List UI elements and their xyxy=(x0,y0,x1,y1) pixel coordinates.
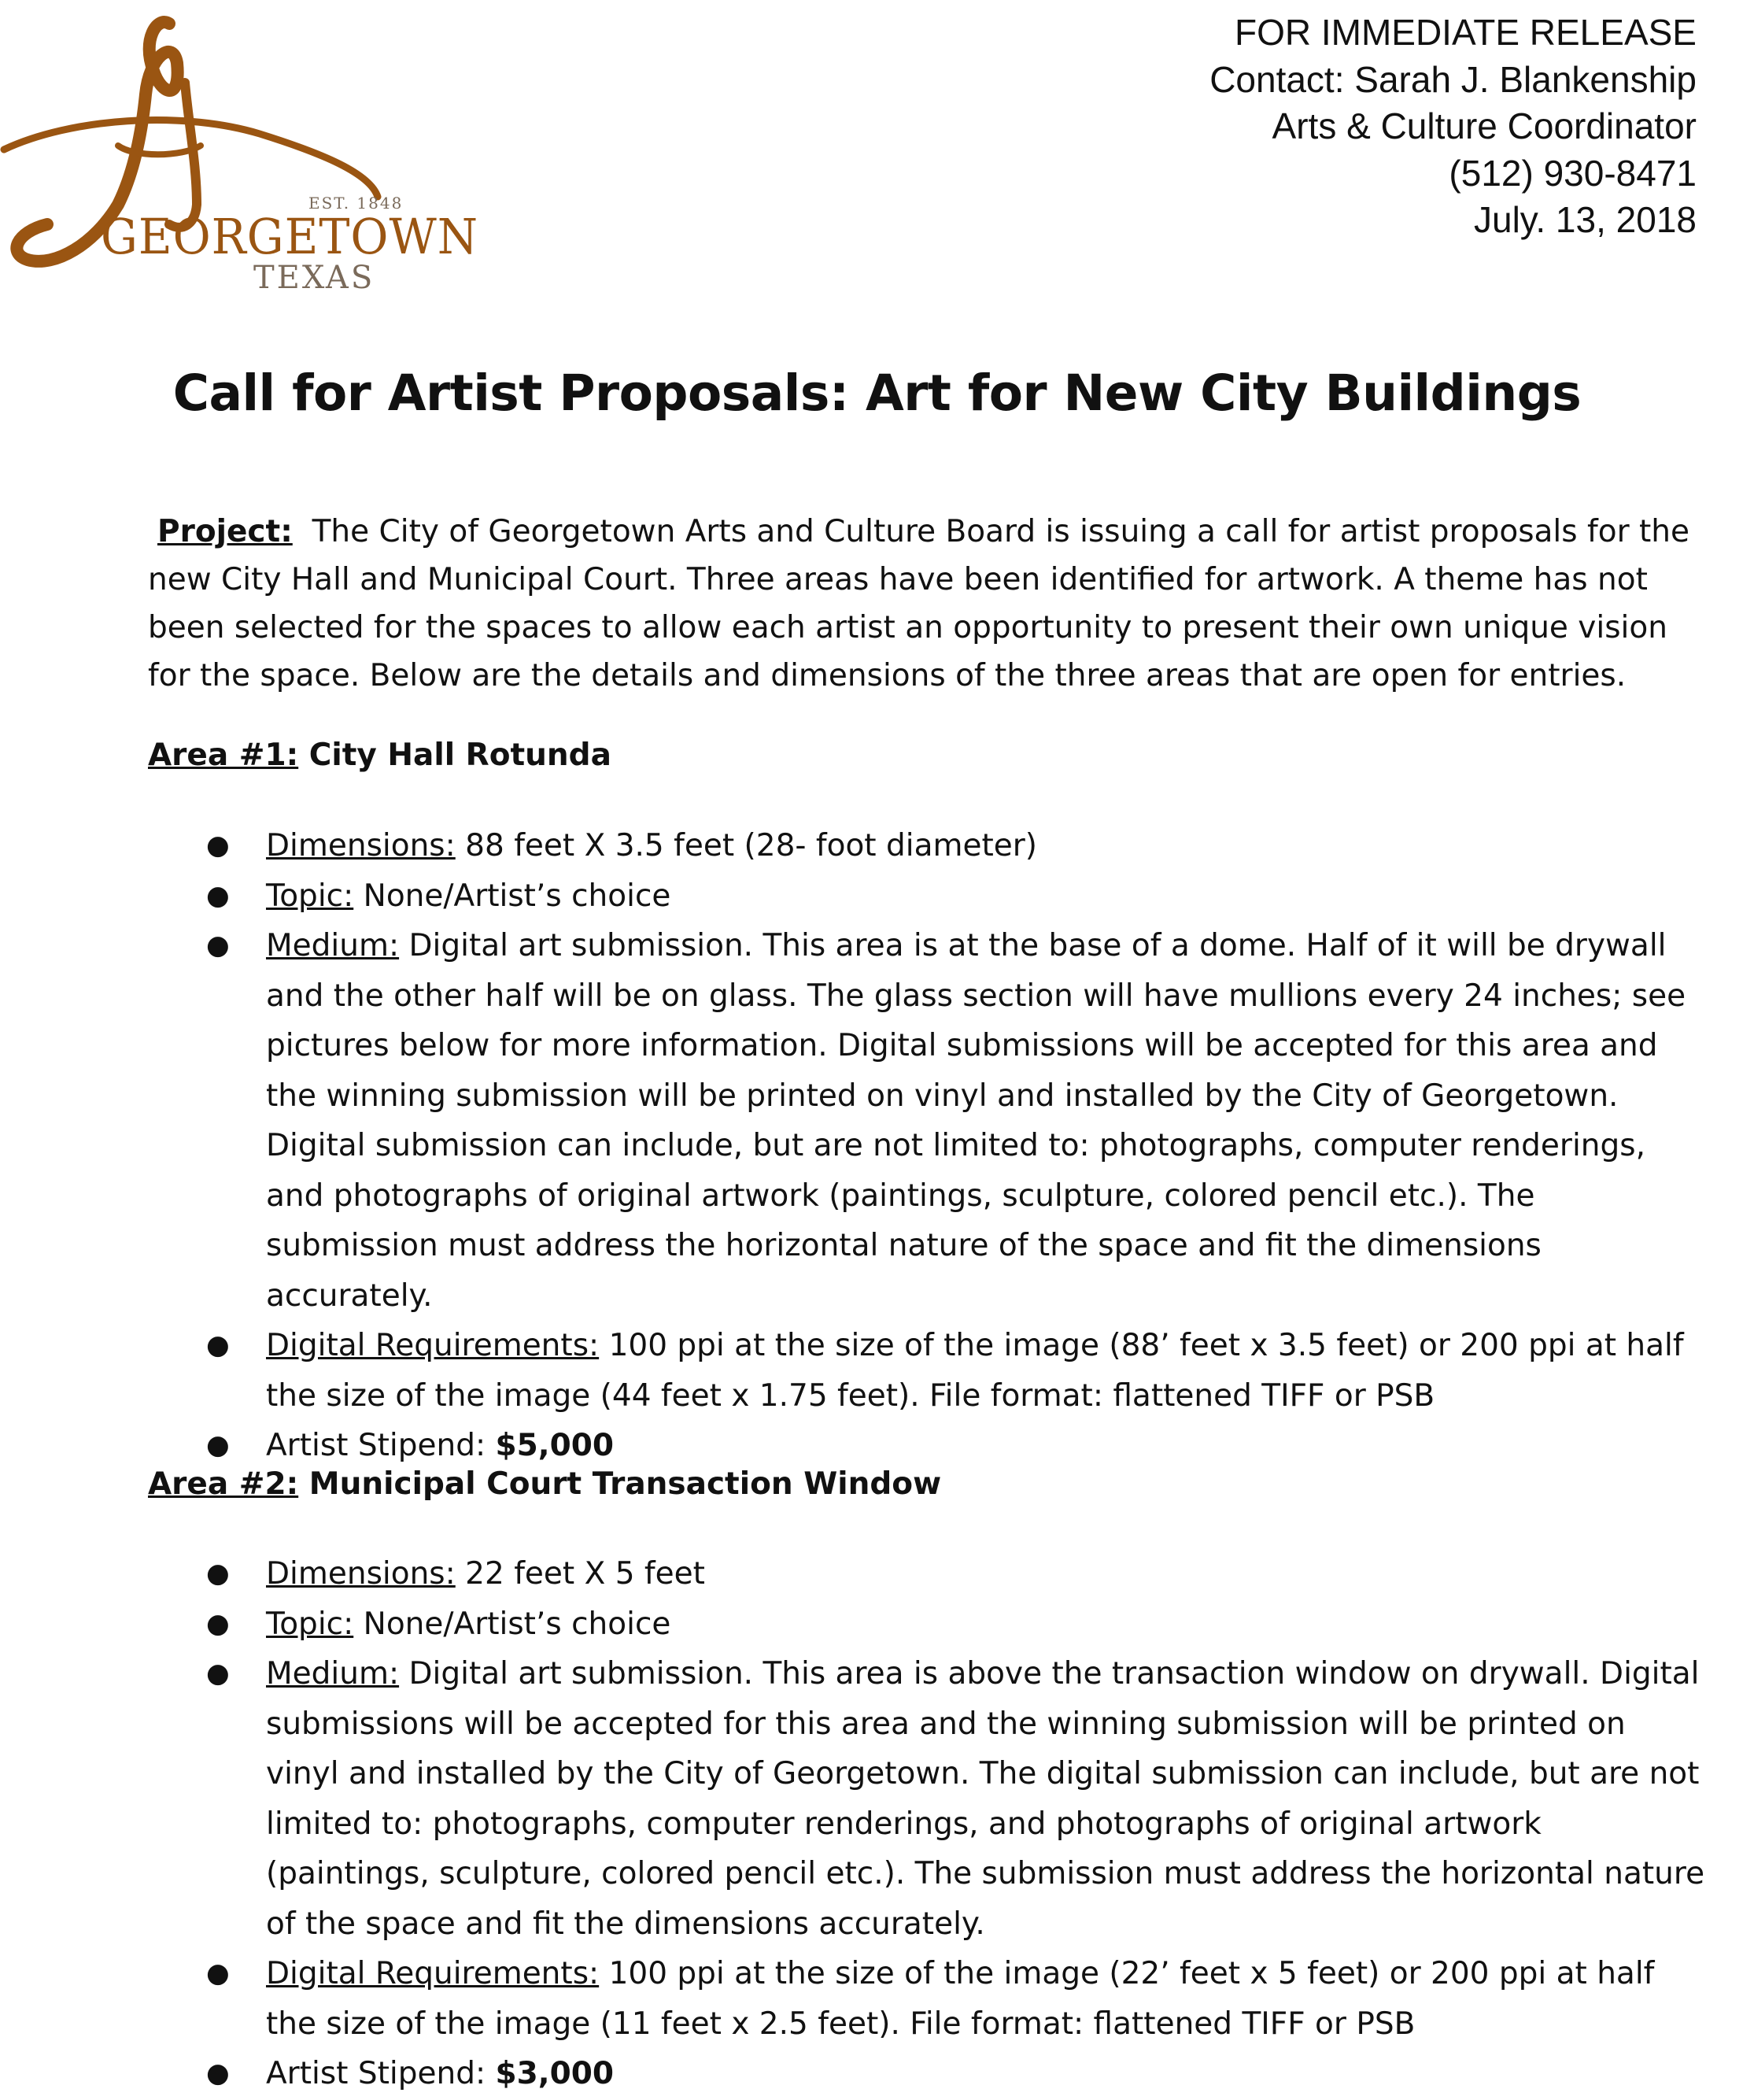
bullet-icon: ● xyxy=(206,1658,230,1689)
bullet-icon: ● xyxy=(206,879,230,911)
project-label: Project: xyxy=(157,514,293,549)
bullet-icon: ● xyxy=(206,1607,230,1640)
area-1-number: Area #1: xyxy=(148,738,299,773)
bullet-icon: ● xyxy=(206,1429,230,1461)
contact-name: Contact: Sarah J. Blankenship xyxy=(1209,58,1697,100)
bullet-icon: ● xyxy=(206,1329,230,1361)
release-info xyxy=(1209,9,1697,244)
bullet-icon: ● xyxy=(206,2057,230,2089)
area-1-name: City Hall Rotunda xyxy=(308,738,611,773)
area-1-list xyxy=(0,821,1754,1471)
contact-title: Arts & Culture Coordinator xyxy=(1272,105,1697,146)
list-item: ● Artist Stipend: $5,000 xyxy=(0,1421,1754,1471)
list-item: ● Digital Requirements: 100 ppi at the size of the image (22’ feet x 5 feet) or 200 ppi at half the size of the image (11 feet x 2.5 feet). File format: flattened TIFF or PSB xyxy=(0,1949,1754,2049)
list-item: ● Dimensions: 22 feet X 5 feet xyxy=(0,1549,1754,1599)
list-item: ● Digital Requirements: 100 ppi at the size of the image (88’ feet x 3.5 feet) or 200 ppi at half the size of the image (44 feet x 1.75 feet). File format: flattened TIFF or PSB xyxy=(0,1321,1754,1421)
bullet-icon: ● xyxy=(206,830,230,861)
logo-state-text: TEXAS xyxy=(253,260,375,291)
list-item: ● Dimensions: 88 feet X 3.5 feet (28- foot diameter) xyxy=(0,821,1754,871)
list-item: ● Topic: None/Artist’s choice xyxy=(0,871,1754,922)
logo-est-text: EST. 1848 xyxy=(308,194,404,213)
project-text: The City of Georgetown Arts and Culture Board is issuing a call for artist proposals for the new City Hall and Municipal Court. Three areas have been identified for artwork. A theme has not been selected for the spaces to allow each artist an opportunity to present their own unique vision for the space. Below are the details and dimensions of the three areas that are open for entries. xyxy=(148,514,1690,693)
list-item: ● Medium: Digital art submission. This area is at the base of a dome. Half of it will be drywall and the other half will be on glass. The glass section will have mullions every 24 inches; see pictures below for more information. Digital submissions will be accepted for this area and the winning submission will be printed on vinyl and installed by the City of Georgetown. Digital submission can include, but are not limited to: photographs, computer renderings, and photographs of original artwork (paintings, sculpture, colored pencil etc.). The submission must address the horizontal nature of the space and fit the dimensions accurately. xyxy=(0,921,1754,1321)
area-1-heading xyxy=(148,738,611,773)
area-2-list xyxy=(0,1549,1754,2099)
list-item: ● Artist Stipend: $3,000 xyxy=(0,2049,1754,2099)
area-2-heading xyxy=(148,1466,941,1502)
list-item: ● Medium: Digital art submission. This area is above the transaction window on drywall. Digital submissions will be accepted for this area and the winning submission will be printed on vinyl and installed by the City of Georgetown. The digital submission can include, but are not limited to: photographs, computer renderings, and photographs of original artwork (paintings, sculpture, colored pencil etc.). The submission must address the horizontal nature of the space and fit the dimensions accurately. xyxy=(0,1649,1754,1949)
area-2-number: Area #2: xyxy=(148,1466,299,1502)
page-title: Call for Artist Proposals: Art for New City Buildings xyxy=(172,364,1582,422)
logo-name-text: GEORGETOWN xyxy=(101,208,478,265)
project-paragraph xyxy=(148,508,1690,700)
georgetown-logo xyxy=(0,8,488,291)
bullet-icon: ● xyxy=(206,930,230,961)
release-label: FOR IMMEDIATE RELEASE xyxy=(1234,12,1697,53)
bullet-icon: ● xyxy=(206,1958,230,1989)
bullet-icon: ● xyxy=(206,1558,230,1589)
release-date: July. 13, 2018 xyxy=(1473,199,1697,240)
list-item: ● Topic: None/Artist’s choice xyxy=(0,1599,1754,1650)
contact-phone: (512) 930-8471 xyxy=(1449,152,1697,194)
area-2-name: Municipal Court Transaction Window xyxy=(308,1466,942,1502)
